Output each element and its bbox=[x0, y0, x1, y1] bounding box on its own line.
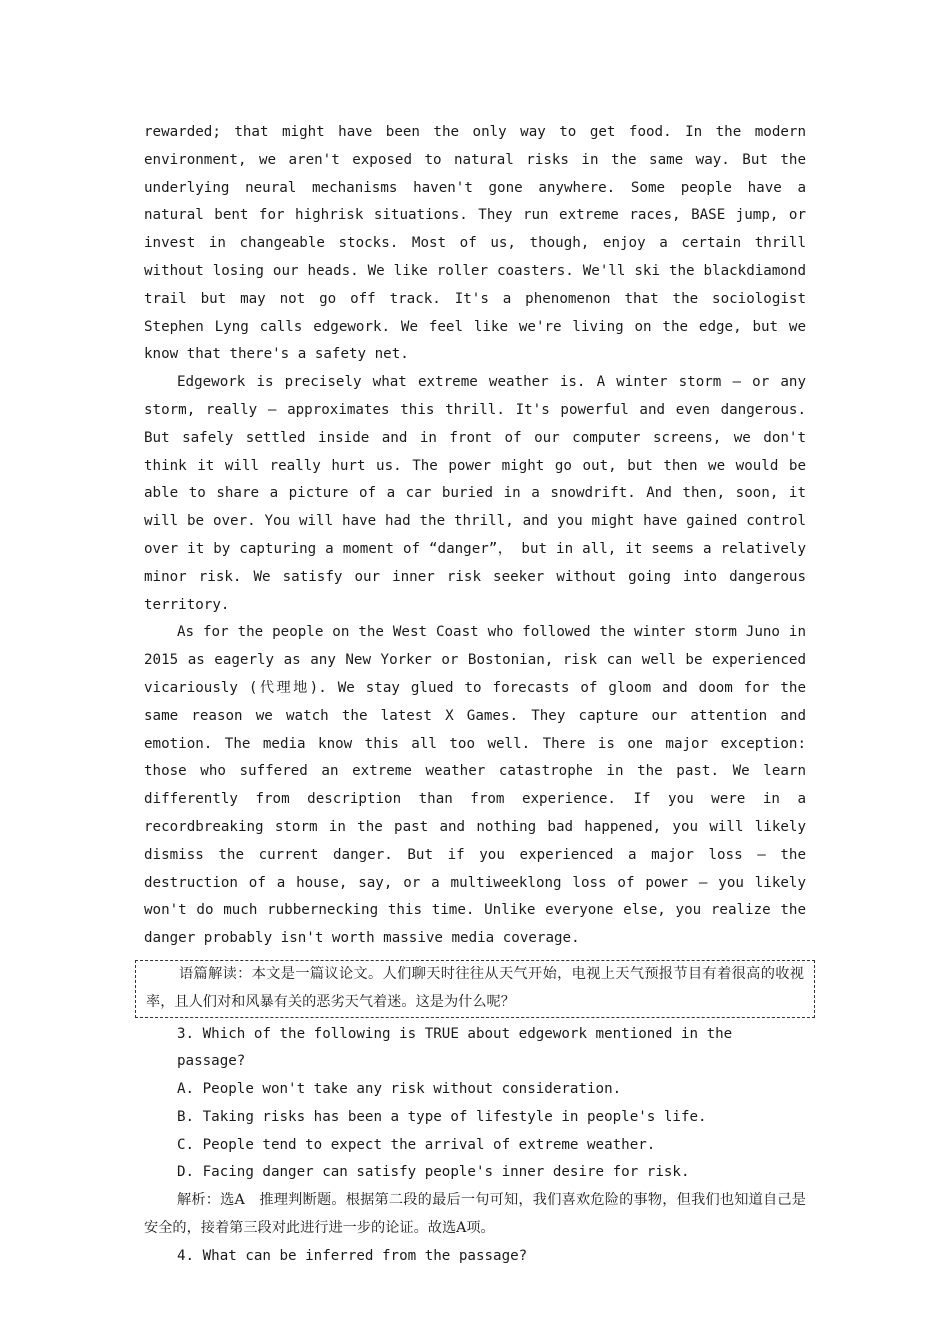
document-page bbox=[144, 119, 806, 1271]
passage-paragraph-1: rewarded; that might have been the only way to get food. In the modern environment, we aren't exposed to natural risks in the same way. But the underlying neural mechanisms haven't gone anywhere. Some people have a natural bent for highrisk situations. They run extreme races, BASE jump, or invest in changeable stocks. Most of us, though, enjoy a certain thrill without losing our heads. We like roller coasters. We'll ski the blackdiamond trail but may not go off track. It's a phenomenon that the sociologist Stephen Lyng calls edgework. We feel like we're living on the edge, but we know that there's a safety net. bbox=[144, 124, 806, 363]
question-3-option-a: A. People won't take any risk without consideration. bbox=[177, 1081, 622, 1098]
question-3-option-d: D. Facing danger can satisfy people's inner desire for risk. bbox=[177, 1164, 690, 1181]
question-3-option-b: B. Taking risks has been a type of lifestyle in people's life. bbox=[177, 1108, 707, 1125]
question-3-analysis: 解析：选A 推理判断题。根据第二段的最后一句可知，我们喜欢危险的事物，但我们也知道自己是安全的，接着第三段对此进行进一步的论证。故选A项。 bbox=[144, 1192, 806, 1237]
passage-note-box bbox=[135, 960, 815, 1018]
passage-paragraph-3: As for the people on the West Coast who followed the winter storm Juno in 2015 as eagerly as any New Yorker or Bostonian, risk can well be experienced vicariously (代理地). We stay glued to forecasts of gloom and doom for the same reason we watch the latest X Games. They capture our attention and emotion. The media know this all too well. There is one major exception: those who suffered an extreme weather catastrophe in the past. We learn differently from description than from experience. If you were in a recordbreaking storm in the past and nothing bad happened, you will likely dismiss the current danger. But if you experienced a major loss — the destruction of a house, say, or a multiweeklong loss of power — you likely won't do much rubbernecking this time. Unlike everyone else, you realize the danger probably isn't worth massive media coverage. bbox=[144, 624, 806, 947]
question-3-option-c: C. People tend to expect the arrival of extreme weather. bbox=[177, 1136, 656, 1153]
passage-paragraph-2: Edgework is precisely what extreme weather is. A winter storm — or any storm, really — approximates this thrill. It's powerful and even dangerous. But safely settled inside and in front of our computer screens, we don't think it will really hurt us. The power might go out, but then we would be able to share a picture of a car buried in a snowdrift. And then, soon, it will be over. You will have had the thrill, and you might have gained control over it by capturing a moment of “danger”， but in all, it seems a relatively minor risk. We satisfy our inner risk seeker without going into dangerous territory. bbox=[144, 374, 806, 613]
passage-note-text: 语篇解读：本文是一篇议论文。人们聊天时往往从天气开始，电视上天气预报节目有着很高的收视率，且人们对和风暴有关的恶劣天气着迷。这是为什么呢？ bbox=[146, 965, 804, 1010]
question-4-stem: 4. What can be inferred from the passage? bbox=[177, 1247, 528, 1264]
question-3-stem: 3. Which of the following is TRUE about edgework mentioned in the passage? bbox=[177, 1025, 733, 1070]
